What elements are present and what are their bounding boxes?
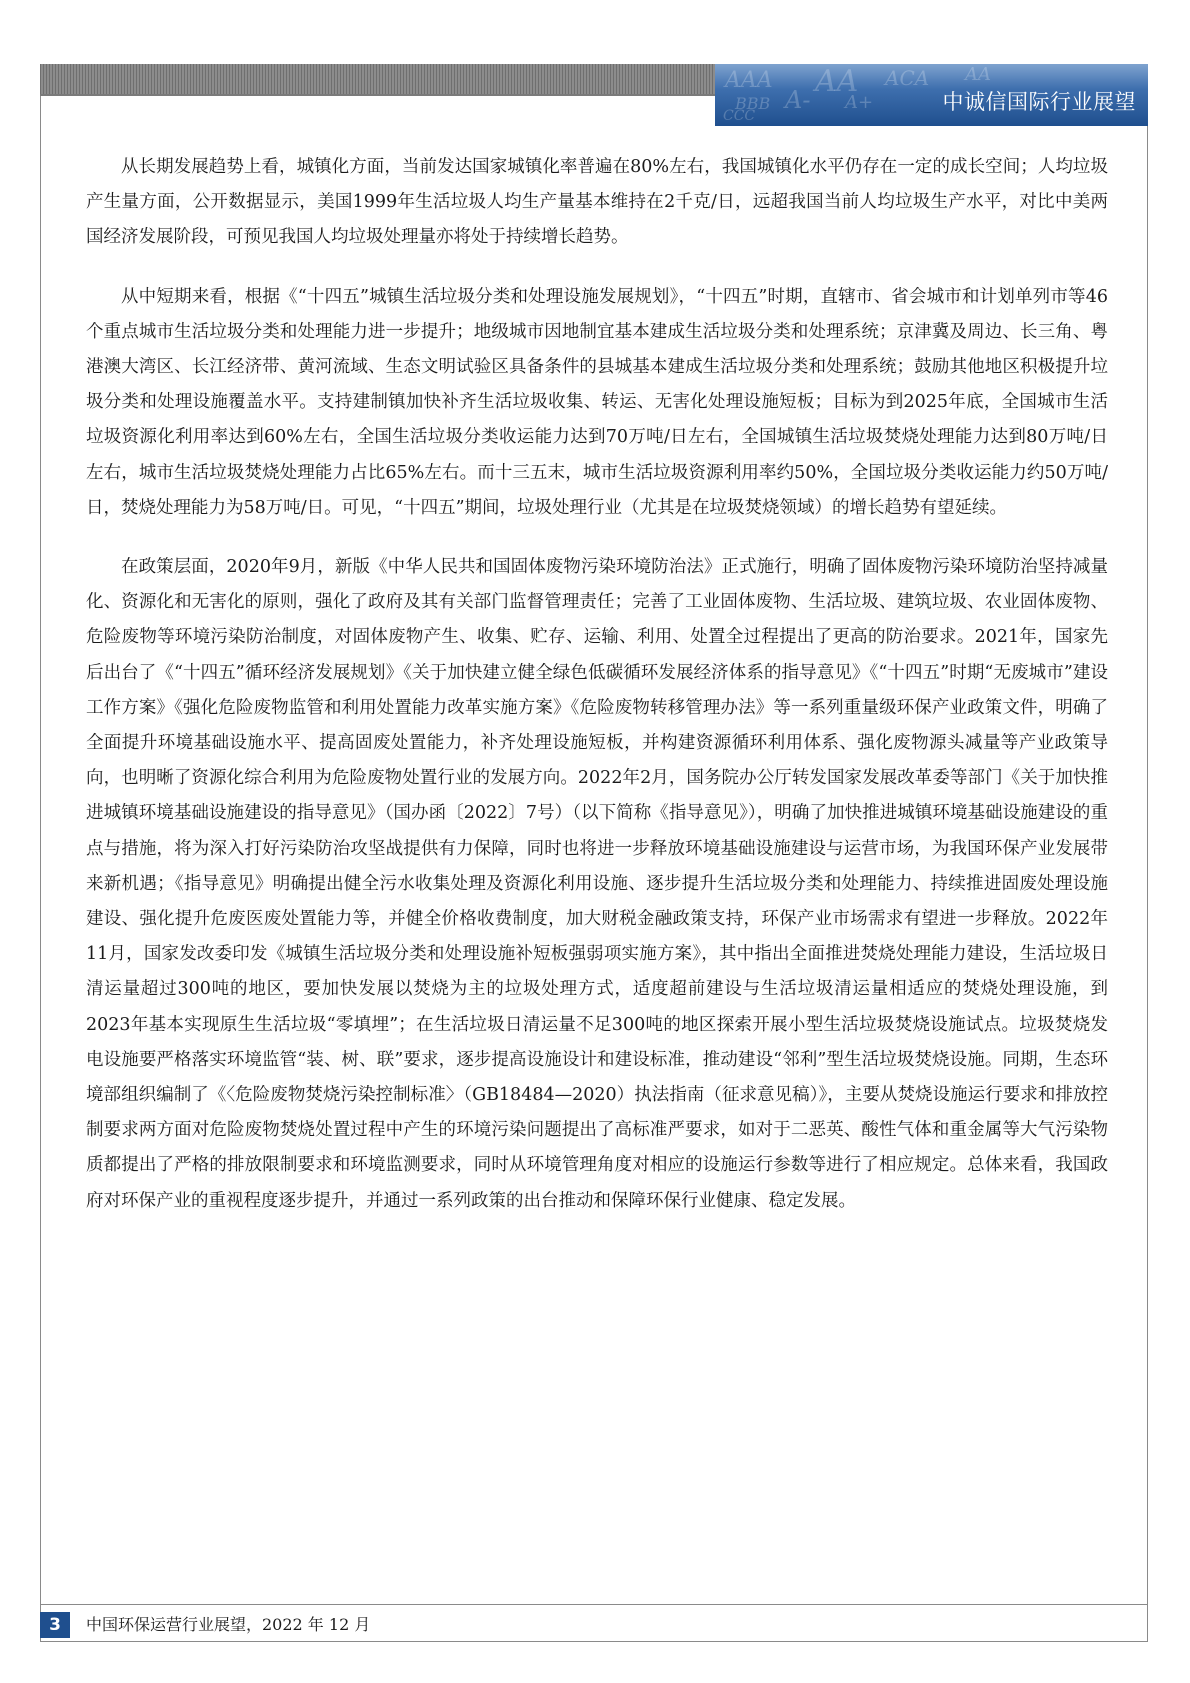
banner-decoration: CCC	[723, 108, 756, 124]
header-brand-banner	[715, 64, 1148, 126]
banner-decoration: A+	[845, 92, 874, 113]
body-paragraph: 从中短期来看，根据《“十四五”城镇生活垃圾分类和处理设施发展规划》，“十四五”时期，直辖市、省会城市和计划单列市等46个重点城市生活垃圾分类和处理能力进一步提升；地级城市因地制宜基本建成生活垃圾分类和处理系统；京津冀及周边、长三角、粤港澳大湾区、长江经济带、黄河流域、生态文明试验区具备条件的县城基本建成生活垃圾分类和处理系统；鼓励其他地区积极提升垃圾分类和处理设施覆盖水平。支持建制镇加快补齐生活垃圾收集、转运、无害化处理设施短板；目标为到2025年底，全国城市生活垃圾资源化利用率达到60%左右，全国生活垃圾分类收运能力达到70万吨/日左右，全国城镇生活垃圾焚烧处理能力达到80万吨/日左右，城市生活垃圾焚烧处理能力占比65%左右。而十三五末，城市生活垃圾资源利用率约50%，全国垃圾分类收运能力约50万吨/日，焚烧处理能力为58万吨/日。可见，“十四五”期间，垃圾处理行业（尤其是在垃圾焚烧领域）的增长趋势有望延续。	[86, 286, 1108, 518]
banner-decoration: A-	[785, 86, 811, 114]
header-rule	[40, 94, 715, 96]
footer-rule	[40, 1604, 1148, 1605]
brand-title: 中诚信国际行业展望	[942, 90, 1136, 114]
main-content	[86, 150, 1108, 1243]
banner-decoration: AA	[965, 64, 991, 85]
footer-title: 中国环保运营行业展望，2022 年 12 月	[86, 1615, 371, 1634]
body-paragraph: 在政策层面，2020年9月，新版《中华人民共和国固体废物污染环境防治法》正式施行，明确了固体废物污染环境防治坚持减量化、资源化和无害化的原则，强化了政府及其有关部门监督管理责任；完善了工业固体废物、生活垃圾、建筑垃圾、农业固体废物、危险废物等环境污染防治制度，对固体废物产生、收集、贮存、运输、利用、处置全过程提出了更高的防治要求。2021年，国家先后出台了《“十四五”循环经济发展规划》《关于加快建立健全绿色低碳循环发展经济体系的指导意见》《“十四五”时期“无废城市”建设工作方案》《强化危险废物监管和利用处置能力改革实施方案》《危险废物转移管理办法》等一系列重量级环保产业政策文件，明确了全面提升环境基础设施水平、提高固废处置能力，补齐处理设施短板，并构建资源循环利用体系、强化废物源头减量等产业政策导向，也明晰了资源化综合利用为危险废物处置行业的发展方向。2022年2月，国务院办公厅转发国家发展改革委等部门《关于加快推进城镇环境基础设施建设的指导意见》（国办函〔2022〕7号）（以下简称《指导意见》），明确了加快推进城镇环境基础设施建设的重点与措施，将为深入打好污染防治攻坚战提供有力保障，同时也将进一步释放环境基础设施建设与运营市场，为我国环保产业发展带来新机遇；《指导意见》明确提出健全污水收集处理及资源化利用设施、逐步提升生活垃圾分类和处理能力、持续推进固废处理设施建设、强化提升危废医废处置能力等，并健全价格收费制度，加大财税金融政策支持，环保产业市场需求有望进一步释放。2022年11月，国家发改委印发《城镇生活垃圾分类和处理设施补短板强弱项实施方案》，其中指出全面推进焚烧处理能力建设，生活垃圾日清运量超过300吨的地区，要加快发展以焚烧为主的垃圾处理方式，适度超前建设与生活垃圾清运量相适应的焚烧处理设施，到2023年基本实现原生生活垃圾“零填埋”；在生活垃圾日清运量不足300吨的地区探索开展小型生活垃圾焚烧设施试点。垃圾焚烧发电设施要严格落实环境监管“装、树、联”要求，逐步提高设施设计和建设标准，推动建设“邻利”型生活垃圾焚烧设施。同期，生态环境部组织编制了《〈危险废物焚烧污染控制标准〉（GB18484—2020）执法指南（征求意见稿）》，主要从焚烧设施运行要求和排放控制要求两方面对危险废物焚烧处置过程中产生的环境污染问题提出了高标准严要求，如对于二恶英、酸性气体和重金属等大气污染物质都提出了严格的排放限制要求和环境监测要求，同时从环境管理角度对相应的设施运行参数等进行了相应规定。总体来看，我国政府对环保产业的重视程度逐步提升，并通过一系列政策的出台推动和保障环保行业健康、稳定发展。	[86, 557, 1108, 1211]
banner-decoration: BBB	[735, 94, 771, 113]
page-number: 3	[40, 1612, 70, 1638]
banner-decoration: ACA	[885, 66, 930, 90]
banner-decoration: AA	[815, 64, 859, 99]
body-paragraph: 从长期发展趋势上看，城镇化方面，当前发达国家城镇化率普遍在80%左右，我国城镇化水平仍存在一定的成长空间；人均垃圾产生量方面，公开数据显示，美国1999年生活垃圾人均生产量基本维持在2千克/日，远超我国当前人均垃圾生产水平，对比中美两国经济发展阶段，可预见我国人均垃圾处理量亦将处于持续增长趋势。	[86, 157, 1108, 248]
banner-decoration: AAA	[725, 68, 773, 93]
